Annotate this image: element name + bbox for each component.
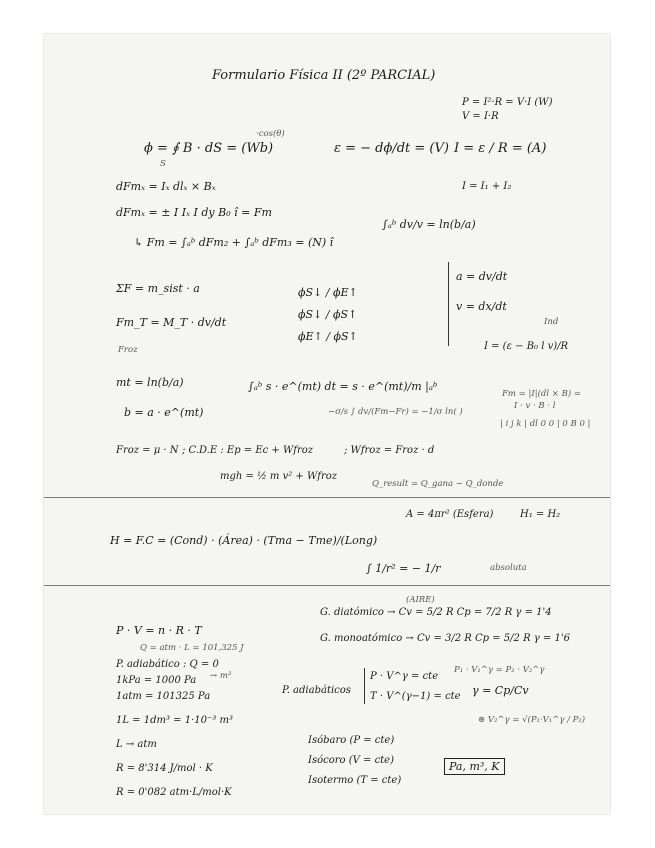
friction-label: Froz	[118, 345, 138, 355]
log-integral: ∫ₐᵇ dv/v = ln(b/a)	[382, 218, 476, 231]
potential-energy-eq: mgh = ½ m v² + Wfroz	[220, 471, 338, 482]
ideal-gas-law: P · V = n · R · T	[116, 624, 202, 637]
small-integral-note: −σ/s ∫ dv/(Fm−Fr) = −1/σ ln( )	[328, 407, 463, 417]
heat-equal: H₁ = H₂	[520, 509, 561, 520]
absolute-note: absoluta	[490, 563, 527, 573]
flux-rule-2: ϕS↓ / ϕS↑	[298, 308, 358, 321]
flux-rule-1: ϕS↓ / ϕE↑	[298, 286, 358, 299]
force-element-2: dFmₓ = ± I Iₓ I dy B₀ î = Fm	[116, 206, 272, 219]
heat-balance: Q_result = Q_gana − Q_donde	[372, 479, 504, 489]
atm-conversion: 1atm = 101325 Pa	[116, 691, 211, 702]
friction-work: ; Wfroz = Froz · d	[344, 445, 435, 456]
isobaric: Isóbaro (P = cte)	[308, 735, 395, 746]
air-note: (AIRE)	[406, 595, 435, 605]
m3-note: → m³	[210, 671, 232, 681]
separator-1	[44, 497, 610, 498]
si-units-box: Pa, m³, K	[444, 758, 505, 775]
induced-current-formula: I = (ε − B₀ l v)/R	[484, 341, 569, 352]
force-total: ↳ Fm = ∫ₐᵇ dFm₂ + ∫ₐᵇ dFm₃ = (N) î	[134, 236, 334, 249]
inverse-square-integral: ∫ 1/r² = − 1/r	[366, 562, 441, 575]
magnetic-flux-formula: ϕ = ∮ B · dS = (Wb)	[144, 141, 274, 156]
kpa-conversion: 1kPa = 1000 Pa	[116, 675, 197, 686]
sphere-area: A = 4πr² (Esfera)	[406, 509, 494, 520]
diatomic-gas: G. diatómico → Cv = 5/2 R Cp = 7/2 R γ = 1'4	[320, 607, 552, 618]
total-force: Fm_T = M_T · dv/dt	[116, 316, 227, 329]
flux-surface-subscript: S	[160, 159, 166, 169]
gas-constant-atm: R = 0'082 atm·L/mol·K	[116, 787, 232, 798]
adiabatic-eq-2: T · V^(γ−1) = cte	[370, 691, 461, 702]
friction-force: Froz = μ · N	[116, 445, 179, 456]
fm-cross-note: Fm = |I|(dl × B) =	[502, 389, 581, 399]
litre-conversion: 1L = 1dm³ = 1·10⁻³ m³	[116, 715, 233, 726]
current-formula: I = ε / R = (A)	[454, 141, 547, 156]
flux-rule-3: ϕE↑ / ϕS↑	[298, 330, 358, 343]
mt-formula: mt = ln(b/a)	[116, 376, 184, 389]
adiabatic-q: P. adiabático : Q = 0	[116, 659, 219, 670]
cross-product-matrix: | i j k | dl 0 0 | 0 B 0 |	[500, 419, 591, 429]
adiabatic-eq-1: P · V^γ = cte	[370, 671, 439, 682]
adiabatic-bracket	[364, 668, 365, 704]
velocity-formula: v = dx/dt	[456, 300, 507, 313]
energy-conservation: ; C.D.E : Ep = Ec + Wfroz	[182, 445, 314, 456]
kinematics-bracket	[448, 262, 449, 346]
force-element-1: dFmₓ = Iₓ dlₓ × Bₓ	[116, 180, 216, 193]
fm-cross-note-2: I · v · B · l	[514, 401, 556, 411]
emf-formula: ε = − dϕ/dt = (V)	[334, 141, 449, 156]
sheet-title: Formulario Física II (2º PARCIAL)	[212, 68, 436, 83]
gamma-ratio: γ = Cp/Cv	[472, 684, 529, 697]
flux-cos-note: ·cos(θ)	[256, 129, 285, 139]
adiabatic-label: P. adiabáticos	[282, 685, 351, 696]
exponential-integral: ∫ₐᵇ s · e^(mt) dt = s · e^(mt)/m |ₐᵇ	[248, 380, 438, 393]
v2-note: ⊛ V₂^γ = √(P₁·V₁^γ / P₂)	[478, 715, 586, 725]
gas-constant-j: R = 8'314 J/mol · K	[116, 763, 213, 774]
induced-current-note: Ind	[544, 317, 559, 327]
b-exponential: b = a · e^(mt)	[124, 406, 204, 419]
isochoric: Isócoro (V = cte)	[308, 755, 395, 766]
power-formula: P = I²·R = V·I (W)	[462, 97, 553, 108]
acceleration-formula: a = dv/dt	[456, 270, 508, 283]
separator-2	[44, 585, 610, 586]
current-sum: I = I₁ + I₂	[462, 181, 512, 192]
atm-litre-energy: Q = atm · L = 101,325 J	[140, 643, 244, 653]
newton-sum-force: ΣF = m_sist · a	[116, 282, 200, 295]
heat-conduction-formula: H = F.C = (Cond) · (Área) · (Tma − Tme)/(Long)	[110, 534, 378, 547]
pressure-volume-note: P₁ · V₁^γ = P₂ · V₂^γ	[454, 665, 545, 675]
ohm-law: V = I·R	[462, 111, 499, 122]
monatomic-gas: G. monoatómico → Cv = 3/2 R Cp = 5/2 R γ = 1'6	[320, 633, 570, 644]
formula-sheet	[44, 34, 610, 814]
isothermal: Isotermo (T = cte)	[308, 775, 402, 786]
litre-atm: L → atm	[116, 739, 157, 750]
